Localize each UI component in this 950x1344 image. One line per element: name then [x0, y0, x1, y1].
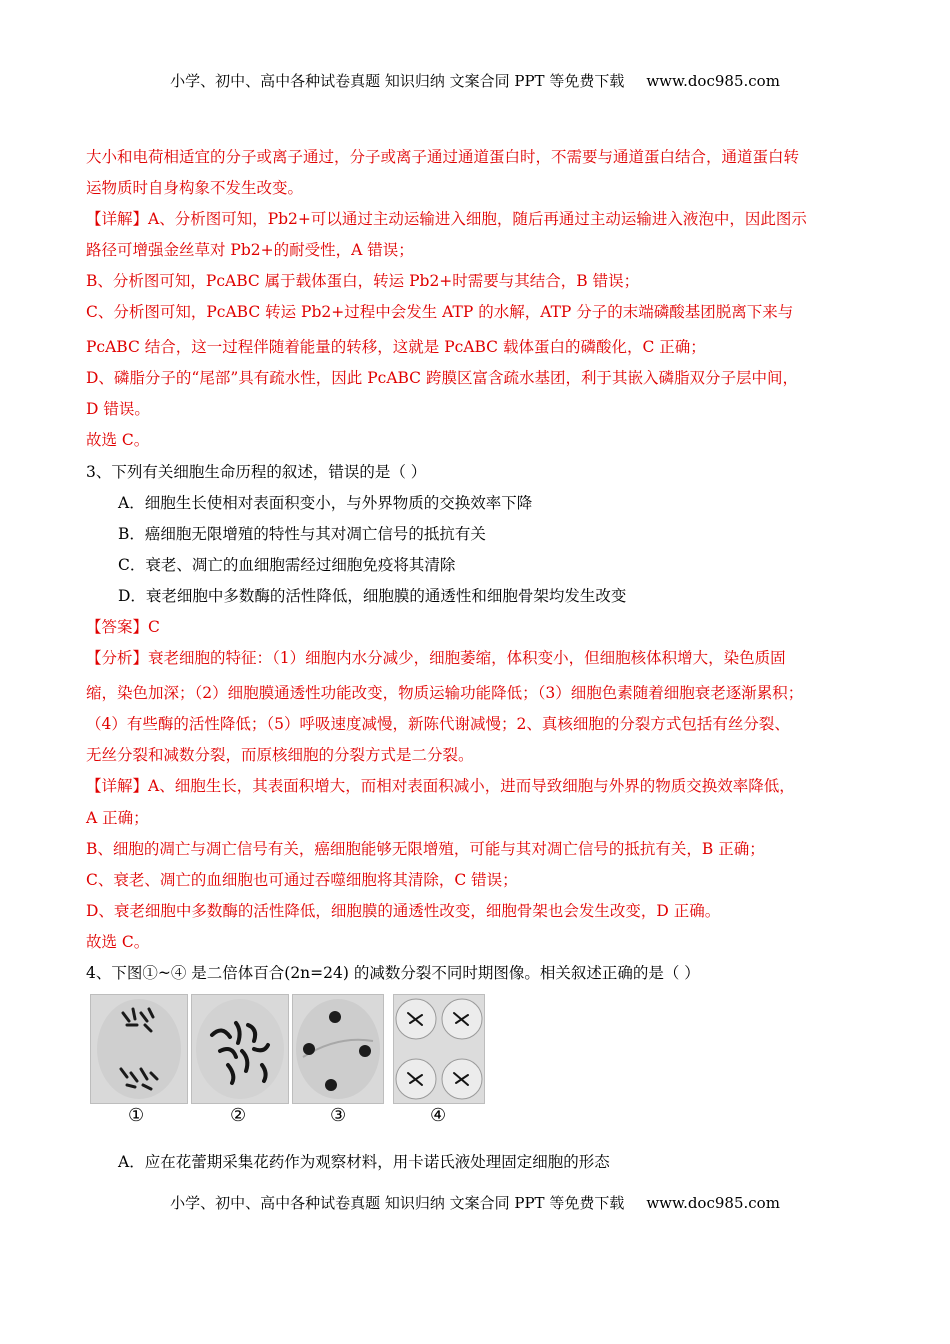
q4-option-a: A．应在花蕾期采集花药作为观察材料，用卡诺氏液处理固定细胞的形态 [118, 1153, 610, 1171]
q2-option-d-analysis-1: D、磷脂分子的“尾部”具有疏水性，因此 PcABC 跨膜区富含疏水基团，利于其嵌入磷脂双分子层中间， [86, 369, 798, 387]
q3-option-d: D．衰老细胞中多数酶的活性降低，细胞膜的通透性和细胞骨架均发生改变 [118, 587, 627, 605]
q3-stem: 3、下列有关细胞生命历程的叙述，错误的是（ ） [86, 463, 427, 481]
page-header [0, 70, 950, 91]
q2-choice: 故选 C。 [86, 431, 150, 449]
q2-explanation-line-1: 大小和电荷相适宜的分子或离子通过，分子或离子通过通道蛋白时，不需要与通道蛋白结合，通道蛋白转 [86, 148, 800, 166]
micrograph-4 [393, 994, 485, 1104]
q3-detail-line-3: B、细胞的凋亡与凋亡信号有关，癌细胞能够无限增殖，可能与其对凋亡信号的抵抗有关，B 正确； [86, 840, 765, 858]
q3-analysis-line-2: 缩，染色加深；（2）细胞膜通透性功能改变，物质运输功能降低；（3）细胞色素随着细胞衰老逐渐累积； [86, 684, 804, 702]
q2-option-c-analysis-1: C、分析图可知，PcABC 转运 Pb2+过程中会发生 ATP 的水解，ATP 分子的末端磷酸基团脱离下来与 [86, 303, 794, 321]
q3-detail-line-2: A 正确； [86, 809, 149, 827]
micrograph-label-4: ④ [430, 1105, 447, 1126]
page-footer [0, 1192, 950, 1213]
q3-answer: 【答案】C [86, 618, 160, 636]
q4-stem: 4、下图①~④ 是二倍体百合(2n=24) 的减数分裂不同时期图像。相关叙述正确的是（ ） [86, 964, 700, 982]
q2-detail-line-2: 路径可增强金丝草对 Pb2+的耐受性，A 错误； [86, 241, 414, 259]
header-site: www.doc985.com [646, 72, 780, 90]
q3-option-a: A．细胞生长使相对表面积变小，与外界物质的交换效率下降 [118, 494, 533, 512]
q3-option-c: C．衰老、凋亡的血细胞需经过细胞免疫将其清除 [118, 556, 456, 574]
header-text: 小学、初中、高中各种试卷真题 知识归纳 文案合同 PPT 等免费下载 [170, 72, 625, 90]
q3-analysis-line-1: 【分析】衰老细胞的特征：（1）细胞内水分减少，细胞萎缩，体积变小，但细胞核体积增大，染色质固 [86, 649, 786, 667]
q2-option-b-analysis: B、分析图可知，PcABC 属于载体蛋白，转运 Pb2+时需要与其结合，B 错误； [86, 272, 640, 290]
q2-option-c-analysis-2: PcABC 结合，这一过程伴随着能量的转移，这就是 PcABC 载体蛋白的磷酸化，C 正确； [86, 338, 706, 356]
q3-detail-line-4: C、衰老、凋亡的血细胞也可通过吞噬细胞将其清除，C 错误； [86, 871, 518, 889]
micrograph-label-3: ③ [330, 1105, 347, 1126]
micrograph-1 [90, 994, 188, 1104]
q2-explanation-line-2: 运物质时自身构象不发生改变。 [86, 179, 304, 197]
q3-analysis-line-4: 无丝分裂和减数分裂，而原核细胞的分裂方式是二分裂。 [86, 746, 474, 764]
q3-option-b: B．癌细胞无限增殖的特性与其对凋亡信号的抵抗有关 [118, 525, 486, 543]
q2-detail-line-1: 【详解】A、分析图可知，Pb2+可以通过主动运输进入细胞，随后再通过主动运输进入液泡中，因此图示 [86, 210, 807, 228]
q3-detail-line-1: 【详解】A、细胞生长，其表面积增大，而相对表面积减小，进而导致细胞与外界的物质交换效率降低， [86, 777, 795, 795]
q3-analysis-line-3: （4）有些酶的活性降低；（5）呼吸速度减慢，新陈代谢减慢；2、真核细胞的分裂方式包括有丝分裂、 [86, 715, 790, 733]
q3-choice: 故选 C。 [86, 933, 150, 951]
q3-detail-line-5: D、衰老细胞中多数酶的活性降低，细胞膜的通透性改变，细胞骨架也会发生改变，D 正确。 [86, 902, 721, 920]
micrograph-label-1: ① [128, 1105, 145, 1126]
q2-option-d-analysis-2: D 错误。 [86, 400, 150, 418]
footer-text: 小学、初中、高中各种试卷真题 知识归纳 文案合同 PPT 等免费下载 [170, 1194, 625, 1212]
micrograph-label-2: ② [230, 1105, 247, 1126]
footer-site: www.doc985.com [646, 1194, 780, 1212]
micrograph-3 [292, 994, 384, 1104]
micrograph-2 [191, 994, 289, 1104]
